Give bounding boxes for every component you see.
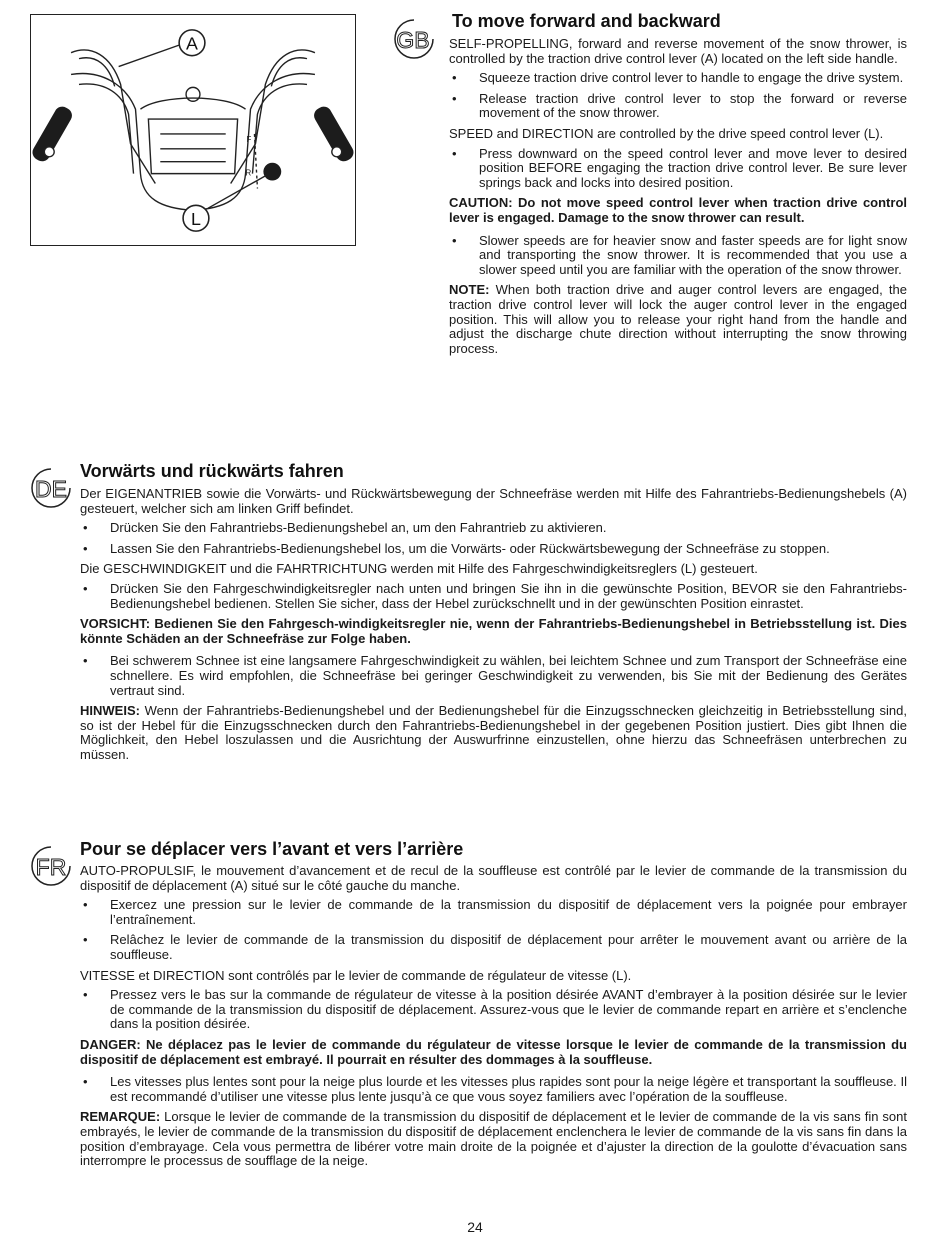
fr-caution: DANGER: Ne déplacez pas le levier de commande du régulateur de vitesse lorsque le levier de commande de la transmission du dispositif de déplacement est embrayé. Il pourrait en résulter des dommages à la souffleuse.: [80, 1036, 907, 1067]
list-item: • Drücken Sie den Fahrantriebs-Bedienungshebel an, um den Fahrantrieb zu aktivieren.: [80, 521, 907, 536]
fr-badge-text: FR: [35, 854, 67, 880]
gb-bullets-3: [449, 234, 907, 278]
list-item: • Press downward on the speed control lever and move lever to desired position BEFORE engaging the traction drive control lever. Be sure lever springs back and locks into desired position.: [449, 147, 907, 191]
de-bullets-3: [80, 654, 907, 698]
gb-bullets-1: [449, 71, 907, 121]
section-body-fr: [80, 864, 907, 1174]
language-badge-de: [29, 466, 73, 510]
fr-note-label: REMARQUE:: [80, 1109, 161, 1125]
section-body-de: [80, 487, 907, 768]
de-caution: VORSICHT: Bedienen Sie den Fahrgesch-windigkeitsregler nie, wenn der Fahrantriebs-Bedienungshebel in Betriebsstellung ist. Dies könnte Schäden an der Schneefräse zur Folge haben.: [80, 616, 907, 646]
gb-intro: SELF-PROPELLING, forward and reverse movement of the snow thrower, is controlled by the traction drive control lever (A) located on the left side handle.: [449, 36, 907, 66]
list-item: • Release traction drive control lever to stop the forward or reverse movement of the snow thrower.: [449, 92, 907, 121]
language-badge-gb: [392, 17, 436, 61]
fr-note-text: Lorsque le levier de commande de la transmission du dispositif de déplacement et le levier de commande de la vis sans fin sont embrayés, le levier de commande de la transmission du dispositif de déplacement enclenchera le levier de commande de la vis sans fin dans la position d’embrayage. Cela vous permettra de libérer votre main droite de la poignée et d’ajuster la direction de la goulotte d’évacuation sans interrompre le processus de soufflage de la neige.: [80, 1109, 907, 1169]
list-item: • Drücken Sie den Fahrgeschwindigkeitsregler nach unten und bringen Sie ihn in die gewünschte Position, BEVOR sie den Fahrantriebs-Bedienungshebel bedienen. Stellen Sie sicher, dass der Hebel zurückschnellt und in der gewünschten Position einrastet.: [80, 582, 907, 611]
callout-a-label: A: [186, 33, 198, 54]
lever-forward-label: F: [246, 134, 252, 144]
fr-bullets-2: [80, 988, 907, 1032]
fr-bullets-1: [80, 898, 907, 962]
gb-note-text: When both traction drive and auger control levers are engaged, the traction drive control lever will lock the auger control lever in the engaged position. This will allow you to release your right hand from the handle and adjust the discharge chute direction without interrupting the snow throwing process.: [449, 282, 907, 356]
section-body-gb: [449, 37, 907, 361]
section-title-gb: To move forward and backward: [452, 11, 721, 31]
list-item: • Pressez vers le bas sur la commande de régulateur de vitesse à la position désirée AVANT d’embrayer à la position désirée sur le levier de commande de la transmission du dispositif de déplacement. Assurez-vous que le levier de commande repart en arrière et s’enclenche dans la position désirée.: [80, 988, 907, 1032]
list-item: • Lassen Sie den Fahrantriebs-Bedienungshebel los, um die Vorwärts- oder Rückwärtsbewegung der Schneefräse zu stoppen.: [80, 542, 907, 557]
de-note-label: HINWEIS:: [80, 703, 140, 719]
list-item: • Squeeze traction drive control lever to handle to engage the drive system.: [449, 71, 907, 86]
list-item: • Relâchez le levier de commande de la transmission du dispositif de déplacement pour arrêter le mouvement avant ou arrière de la souffleuse.: [80, 933, 907, 962]
section-title-de: Vorwärts und rückwärts fahren: [80, 461, 344, 481]
gb-note-label: NOTE:: [449, 282, 490, 298]
handle-illustration: [30, 14, 356, 246]
de-note-text: Wenn der Fahrantriebs-Bedienungshebel und der Bedienungshebel für die Einzugsschnecken gleichzeitig in Betriebsstellung sind, so ist der Hebel für die Einzugsschnecken durch den Fahrantriebs-Bedienungshebel in der gegebenen Position justiert. Dies gibt Ihnen die Möglichkeit, den Hebel loszulassen und die Ausrichtung der Auswurfrinne einzustellen, ohne hierzu das Schneefräsen unterbrechen zu müssen.: [80, 703, 907, 762]
fr-bullets-3: [80, 1075, 907, 1104]
page-number: 24: [467, 1219, 483, 1235]
de-bullets-2: [80, 582, 907, 611]
de-speed: Die GESCHWINDIGKEIT und die FAHRTRICHTUNG werden mit Hilfe des Fahrgeschwindigkeitsreglers (L) gesteuert.: [80, 561, 758, 577]
de-note: [80, 704, 907, 762]
fr-note: [80, 1110, 907, 1168]
gb-speed: SPEED and DIRECTION are controlled by the drive speed control lever (L).: [449, 125, 884, 141]
de-bullets-1: [80, 521, 907, 556]
list-item: • Les vitesses plus lentes sont pour la neige plus lourde et les vitesses plus rapides sont pour la neige légère et transportant la souffleuse. Il est recommandé d’utiliser une vitesse plus lente jusqu’à ce que vous soyez familiers avec l’opération de la souffleuse.: [80, 1075, 907, 1104]
de-intro: Der EIGENANTRIEB sowie die Vorwärts- und Rückwärtsbewegung der Schneefräse werden mit Hilfe des Fahrantriebs-Bedienungshebels (A) gesteuert, welcher sich am linken Griff befindet.: [80, 486, 907, 516]
list-item: • Slower speeds are for heavier snow and faster speeds are for light snow and transporting the snow thrower. It is recommended that you use a slower speed until you are familiar with the operation of the snow thrower.: [449, 234, 907, 278]
gb-badge-text: GB: [396, 27, 430, 53]
gb-caution: CAUTION: Do not move speed control lever when traction drive control lever is engaged. Damage to the snow thrower can result.: [449, 195, 907, 225]
gb-note: [449, 283, 907, 356]
list-item: • Bei schwerem Schnee ist eine langsamere Fahrgeschwindigkeit zu wählen, bei leichtem Schnee und zum Transport der Schneefräse eine schnellere. Es wird empfohlen, die Schneefräse bei geringer Geschwindigkeit zu verwenden, bis Sie mit der Bedienung des Gerätes vertraut sind.: [80, 654, 907, 698]
gb-bullets-2: [449, 147, 907, 191]
de-badge-text: DE: [35, 476, 67, 502]
callout-l-label: L: [191, 209, 201, 230]
fr-speed: VITESSE et DIRECTION sont contrôlés par le levier de commande de régulateur de vitesse (L).: [80, 967, 632, 983]
list-item: • Exercez une pression sur le levier de commande de la transmission du dispositif de déplacement vers la poignée pour embrayer l’entraînement.: [80, 898, 907, 927]
lever-reverse-label: R: [245, 168, 252, 178]
section-title-fr: Pour se déplacer vers l’avant et vers l’arrière: [80, 839, 464, 859]
fr-intro: AUTO-PROPULSIF, le mouvement d’avancement et de recul de la souffleuse est contrôlé par le levier de commande de la transmission du dispositif de déplacement (A) situé sur le côté gauche du manche.: [80, 863, 907, 893]
language-badge-fr: [29, 844, 73, 888]
